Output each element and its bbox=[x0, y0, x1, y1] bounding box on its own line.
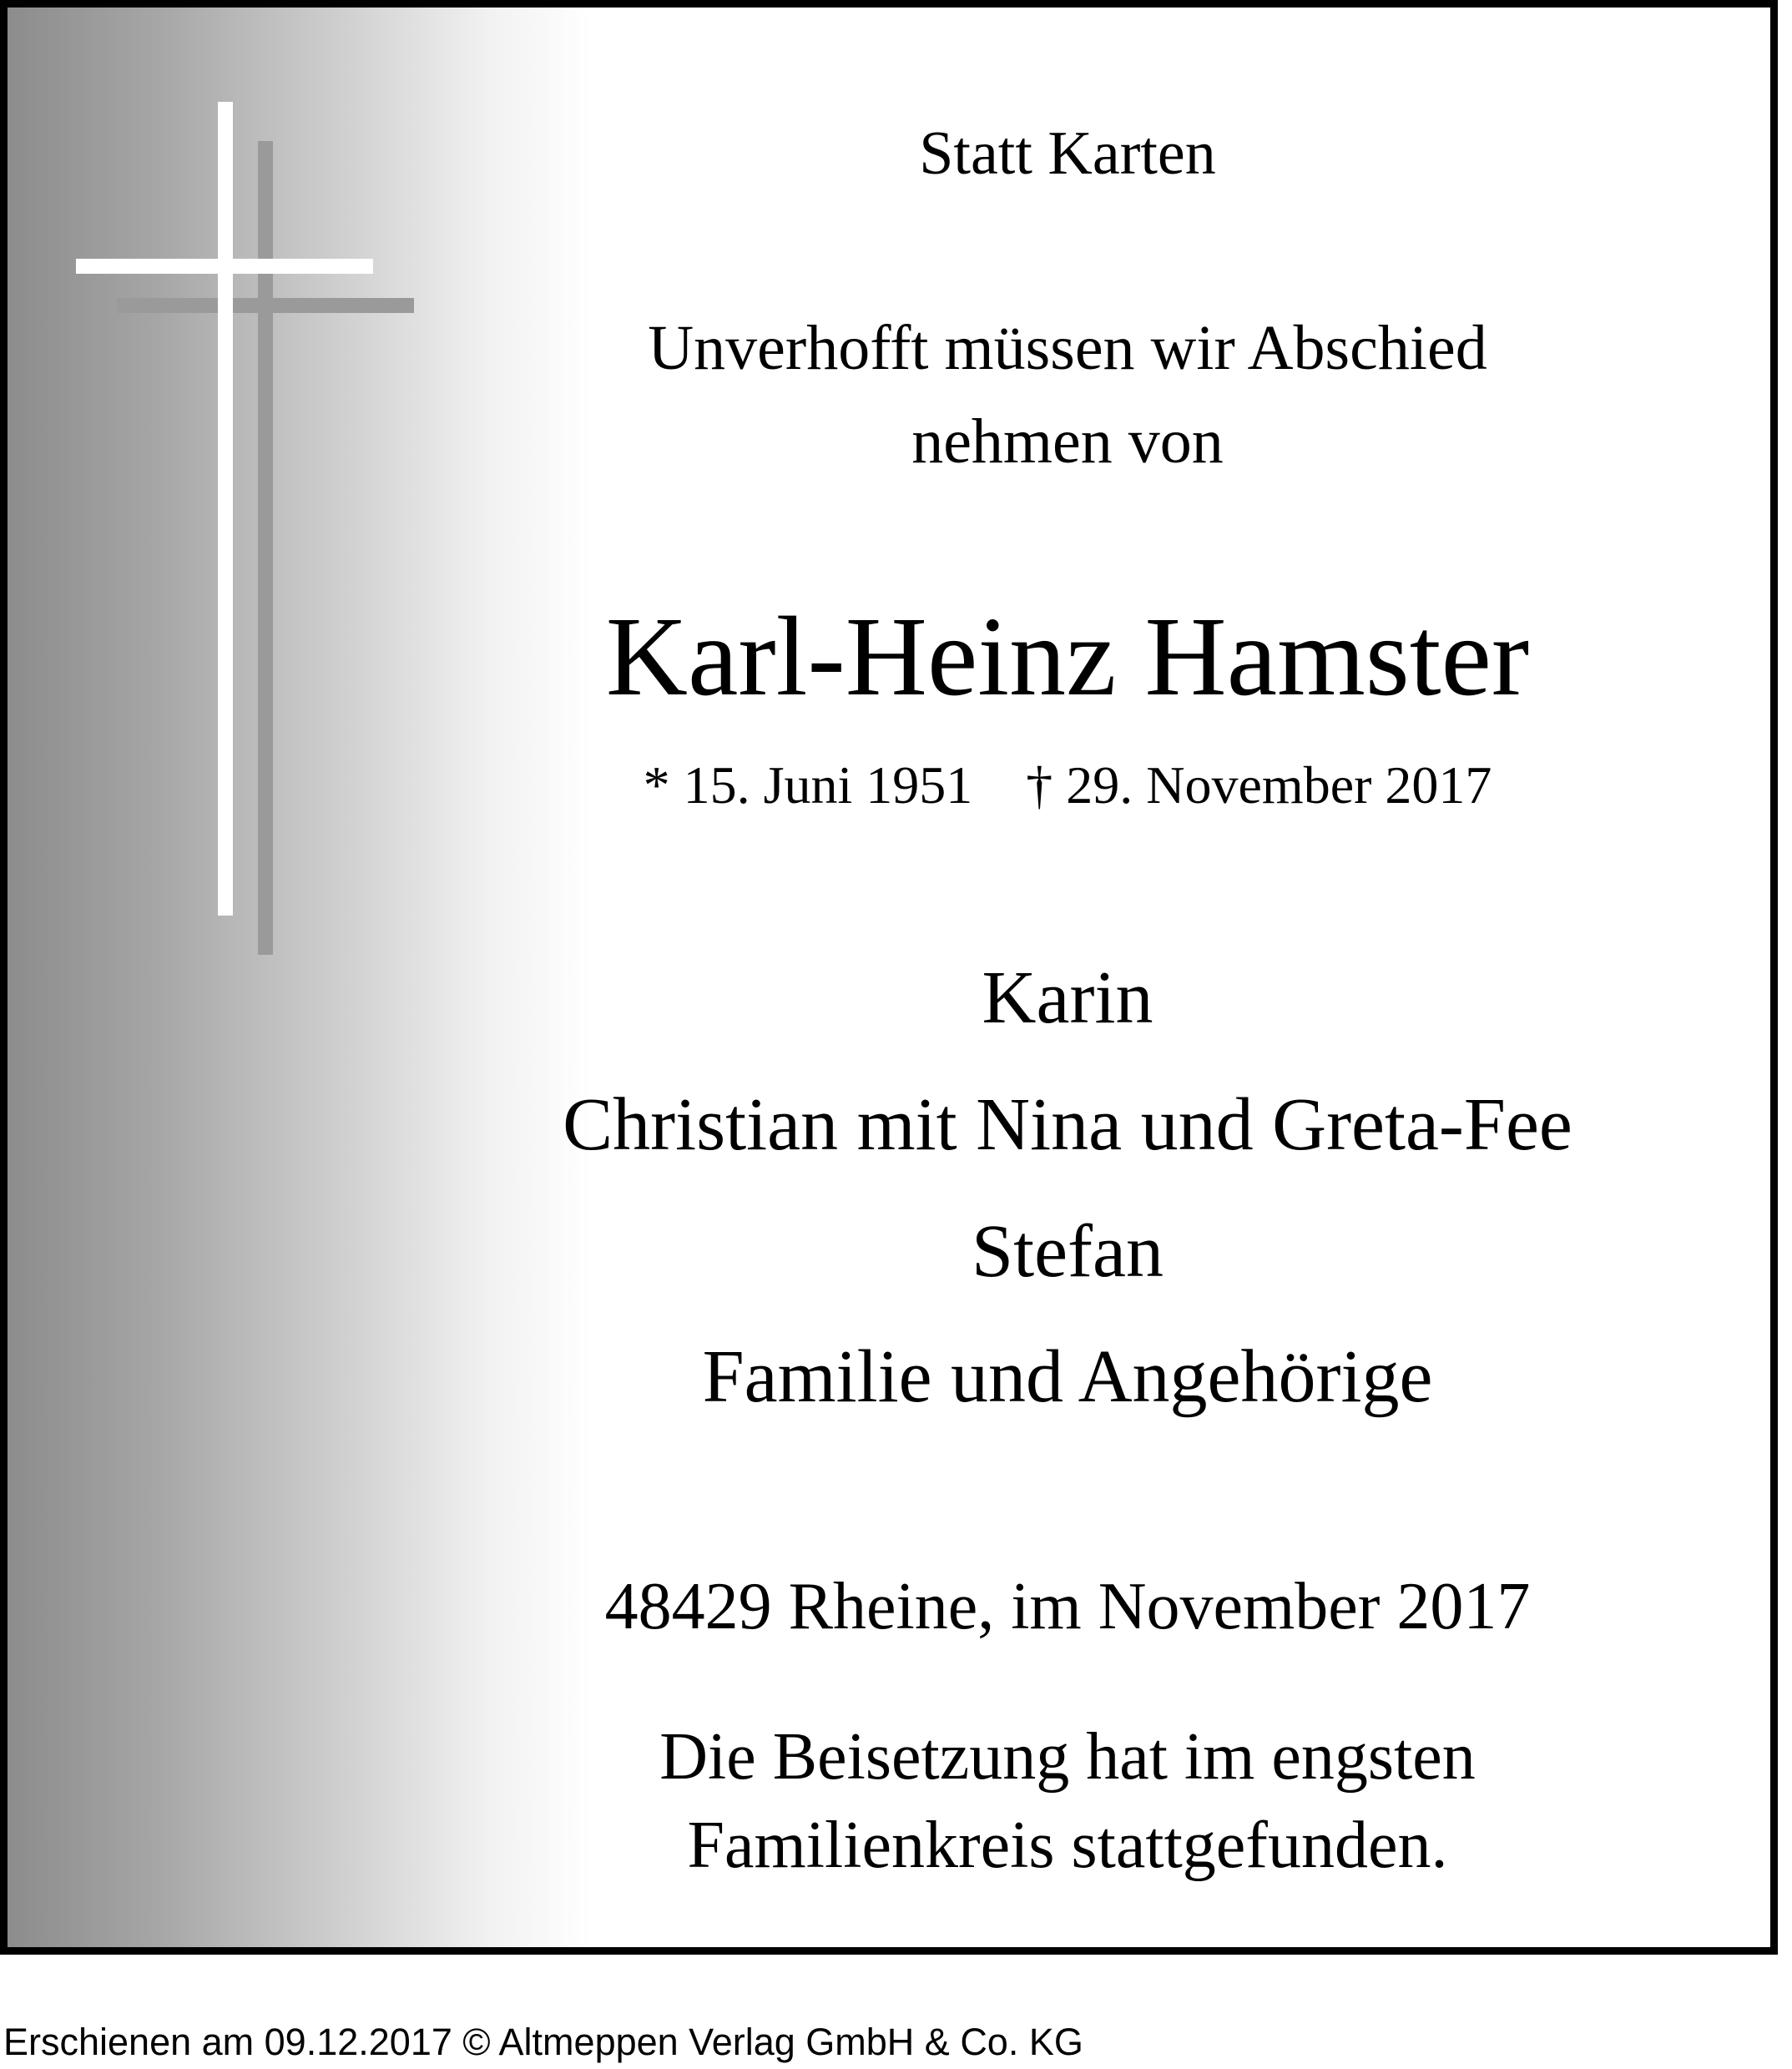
mourner-line: Christian mit Nina und Greta-Fee bbox=[563, 1083, 1572, 1166]
place-date: 48429 Rheine, im November 2017 bbox=[604, 1570, 1531, 1643]
mourner-line: Familie und Angehörige bbox=[702, 1335, 1433, 1418]
notice-header: Statt Karten bbox=[919, 119, 1216, 188]
burial-line-1: Die Beisetzung hat im engsten bbox=[659, 1720, 1476, 1794]
mourner-line: Karin bbox=[982, 956, 1153, 1039]
burial-line-2: Familienkreis stattgefunden. bbox=[687, 1809, 1448, 1882]
intro-line-2: nehmen von bbox=[911, 406, 1224, 477]
mourner-line: Stefan bbox=[972, 1210, 1164, 1293]
cross-white-horizontal bbox=[76, 259, 373, 274]
cross-white-vertical bbox=[218, 102, 233, 916]
life-dates: * 15. Juni 1951 † 29. November 2017 bbox=[643, 755, 1492, 815]
publication-credit: Erschienen am 09.12.2017 © Altmeppen Verlag GmbH & Co. KG bbox=[3, 2021, 1083, 2063]
cross-shadow-horizontal bbox=[117, 298, 414, 313]
intro-line-1: Unverhofft müssen wir Abschied bbox=[648, 313, 1487, 383]
deceased-name: Karl-Heinz Hamster bbox=[605, 594, 1530, 719]
